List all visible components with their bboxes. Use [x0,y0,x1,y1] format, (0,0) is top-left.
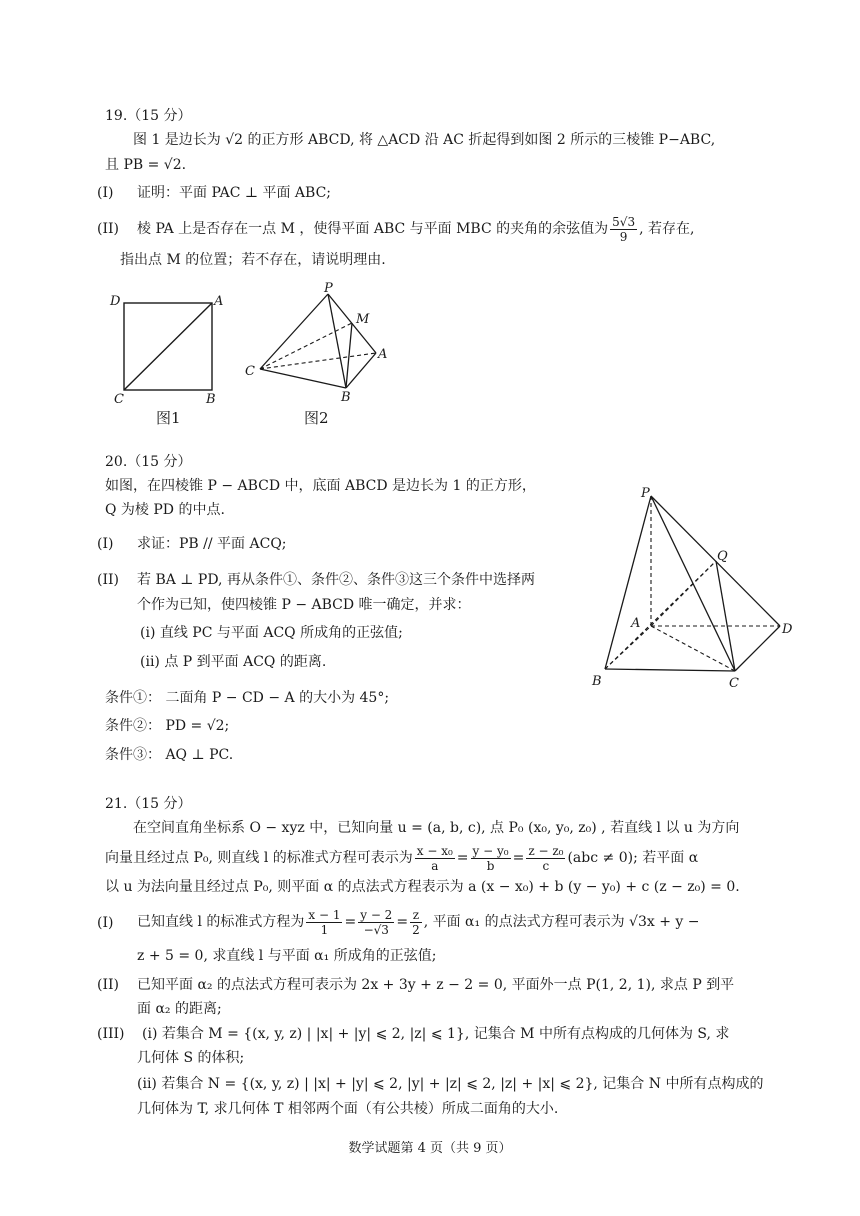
q21-part1-frac3-den: 2 [412,922,420,937]
edge-cb [260,369,346,388]
fig1-label-d: D [110,294,121,309]
fig2-label-a: A [378,347,388,362]
q21-part1-line2: z + 5 = 0, 求直线 l 与平面 α₁ 所成角的正弦值; [137,948,437,964]
q21-intro-line2: 向量且经过点 P₀, 则直线 l 的标准式方程可表示为 $\frac{\text{x − x₀}}{a}$ = $\frac{\text{y − y₀}}{b}$ = $\frac{\text{z − z₀}}{c}$ (abc ≠ 0); 若平面 α [105,843,699,873]
q21-intro-line3: 以 u 为法向量且经过点 P₀, 则平面 α 的点法式方程表示为 a (x − x₀) + b (y − y₀) + c (z − z₀) = 0. [105,879,740,895]
q20-part1-tag: (I) [97,536,114,552]
fig20-label-d: D [782,622,793,637]
fig2-label-c: C [245,364,255,379]
fig1-label-a: A [214,294,224,309]
q20-part2-tag: (II) [97,572,119,588]
fig2-label-b: B [341,390,351,405]
q20-intro-line2: Q 为棱 PD 的中点. [105,502,225,518]
q21-intro-text-b: (abc ≠ 0); 若平面 α [567,850,699,866]
q21-frac-x [415,844,455,873]
fig20-label-c: C [729,676,739,691]
q19-part2-text-b: , 若存在, [639,221,695,237]
q20-condition2: 条件②： PD = √2; [105,718,230,734]
q21-frac-z-num: z − z₀ [528,843,564,858]
q21-part2-line2: 面 α₂ 的距离; [137,1001,222,1017]
q19-part1-tag: (I) [97,185,114,201]
q21-part3-tag: (III) [97,1026,125,1042]
edge-ac-hidden [651,626,735,671]
fig2-label-p: P [324,281,333,296]
q21-part1-text-a: 已知直线 l 的标准式方程为 [137,914,305,930]
q19-part2-line2: 指出点 M 的位置；若不存在，请说明理由. [120,252,386,268]
q19-part2-line [137,212,694,246]
fig20-label-p: P [641,486,650,501]
q21-part1-line1: 已知直线 l 的标准式方程为 $\frac{x - 1}{1}$ = $\frac{y - 2}{-√3}$ = $\frac{z}{2}$ , 平面 α₁ 的点法式方程可表示为 √3x + y − [137,907,700,937]
edge-pc [260,294,328,369]
q19-header: 19.（15 分） [105,108,192,124]
q21-frac-y [471,844,511,873]
q21-part2-line1: 已知平面 α₂ 的点法式方程可表示为 2x + 3y + z − 2 = 0, 平面外一点 P(1, 2, 1), 求点 P 到平 [137,977,735,993]
q21-part1-text-b: , 平面 α₁ 的点法式方程可表示为 √3x + y − [423,914,700,930]
q20-condition1: 条件①： 二面角 P − CD − A 的大小为 45°; [105,690,390,706]
q21-part1-frac1-den: 1 [320,922,329,937]
edge-pb [328,294,346,388]
q20-part2-line2: 个作为已知，使四棱锥 P − ABCD 唯一确定，并求： [137,597,471,613]
q19-frac-den: 9 [619,229,628,244]
q21-frac-y-num: y − y₀ [472,843,509,858]
q21-part1-frac1 [306,908,342,937]
fig2-label-m: M [356,312,370,327]
edge-pb [605,496,651,669]
q19-figure2 [240,278,400,430]
q21-part1-frac1-num: x − 1 [308,907,341,922]
q21-part1-frac3-num: z [410,908,422,923]
q20-header: 20.（15 分） [105,454,192,470]
q21-intro-line1: 在空间直角坐标系 O − xyz 中，已知向量 u = (a, b, c), 点 P₀ (x₀, y₀, z₀) , 若直线 l 以 u 为方向 [133,820,740,836]
q21-part1-frac3 [410,908,422,937]
q21-part1-frac2-num: y − 2 [360,907,393,922]
edge-cd [735,626,780,671]
q19-intro-line2: 且 PB = √2. [105,157,187,173]
fig20-label-b: B [592,674,602,689]
q21-frac-x-num: x − x₀ [416,843,453,858]
q20-intro-line1: 如图，在四棱锥 P − ABCD 中，底面 ABCD 是边长为 1 的正方形， [105,478,536,494]
q21-frac-z [526,844,565,873]
q21-part1-frac2 [358,908,394,937]
q21-frac-z-den: c [542,858,550,873]
fig20-label-a: A [631,616,641,631]
q21-frac-y-den: b [486,858,495,873]
q19-part2-text-a: 棱 PA 上是否存在一点 M ，使得平面 ABC 与平面 MBC 的夹角的余弦值为 [137,221,609,237]
q21-part3-line1: (i) 若集合 M = {(x, y, z) | |x| + |y| ⩽ 2, |z| ⩽ 1}, 记集合 M 中所有点构成的几何体为 S, 求 [142,1026,730,1042]
edge-mb [346,323,352,388]
page-footer: 数学试题第 4 页（共 9 页） [348,1141,512,1156]
q21-part3-line3: (ii) 若集合 N = {(x, y, z) | |x| + |y| ⩽ 2, |y| + |z| ⩽ 2, |z| + |x| ⩽ 2}, 记集合 N 中所有点构成的 [137,1076,764,1092]
edge-bc [605,669,735,671]
q21-frac-x-den: a [431,858,439,873]
q20-part1: 求证：PB // 平面 ACQ; [137,536,287,552]
q19-figure1 [100,285,240,430]
edge-ba [346,353,376,388]
q19-cos-fraction [610,215,637,244]
q21-part1-tag: (I) [97,915,114,931]
q21-header: 21.（15 分） [105,796,192,812]
fig20-label-q: Q [717,549,728,564]
q21-part2-tag: (II) [97,977,119,993]
q20-sub-ii: (ii) 点 P 到平面 ACQ 的距离. [140,654,327,670]
q21-part3-line2: 几何体 S 的体积; [137,1050,245,1066]
edge-ca-hidden [260,353,376,369]
fig1-label-c: C [114,392,124,407]
q21-intro-text-a: 向量且经过点 P₀, 则直线 l 的标准式方程可表示为 [105,850,413,866]
q20-part2-line1: 若 BA ⊥ PD, 再从条件①、条件②、条件③这三个条件中选择两 [137,572,535,588]
q19-frac-num: 5√3 [612,214,636,229]
fig2-caption: 图2 [304,409,329,427]
q20-condition3: 条件③： AQ ⊥ PC. [105,747,234,763]
q21-part3-line4: 几何体为 T, 求几何体 T 相邻两个面（有公共棱）所成二面角的大小. [137,1101,559,1117]
q19-part1: 证明：平面 PAC ⊥ 平面 ABC; [137,185,332,201]
fig1-caption: 图1 [156,409,181,427]
q21-part1-frac2-den: −√3 [363,922,389,937]
q19-part2-tag: (II) [97,221,119,237]
q20-figure [585,480,800,692]
q20-sub-i: (i) 直线 PC 与平面 ACQ 所成角的正弦值; [140,625,403,641]
q19-intro-line1: 图 1 是边长为 √2 的正方形 ABCD, 将 △ACD 沿 AC 折起得到如图 2 所示的三棱锥 P−ABC, [133,132,716,148]
fig1-label-b: B [206,392,216,407]
diagonal-ac [124,303,212,390]
edge-bq-hidden [605,561,716,669]
